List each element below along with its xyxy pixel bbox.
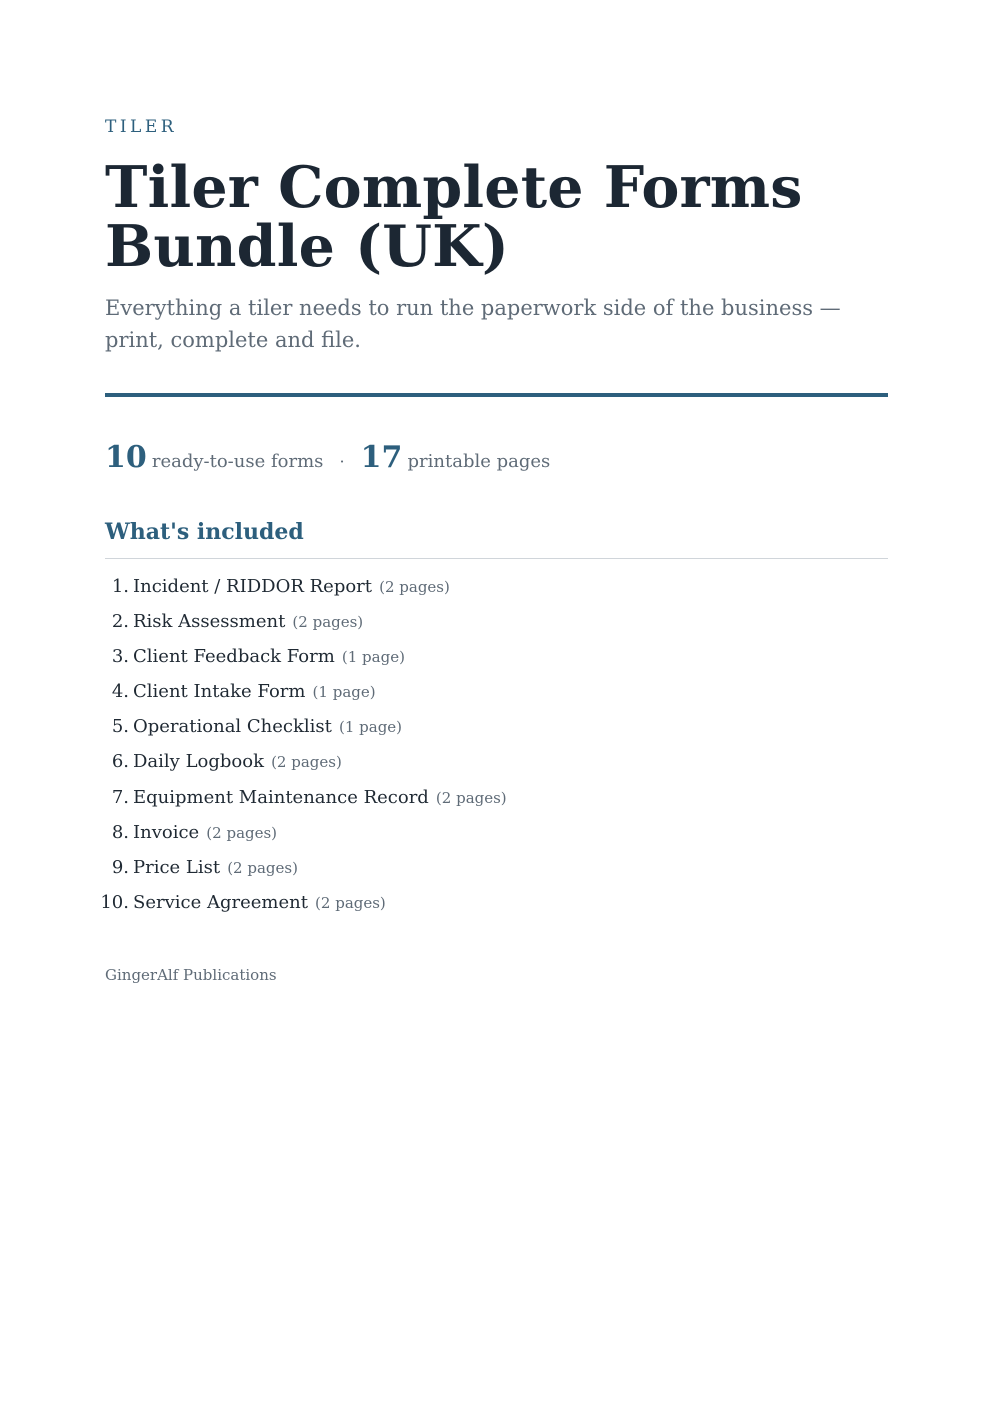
list-item xyxy=(105,815,888,850)
list-item-pages: (2 pages) xyxy=(379,578,450,596)
list-item-number: 5. xyxy=(111,716,129,738)
list-item-number: 6. xyxy=(111,751,129,773)
page-subtitle: Everything a tiler needs to run the paperwork side of the business — print, complete and file. xyxy=(105,296,841,352)
list-item-pages: (2 pages) xyxy=(206,823,278,842)
list-item-pages: (2 pages) xyxy=(292,613,364,632)
list-item-number: 10. xyxy=(100,891,129,913)
stats-separator: · xyxy=(339,452,345,471)
list-item-pages: (2 pages) xyxy=(271,753,342,772)
category-label: TILER xyxy=(105,117,178,137)
header-divider xyxy=(105,393,888,397)
page-title: Tiler Complete Forms Bundle (UK) xyxy=(105,154,803,280)
list-item xyxy=(105,604,888,639)
list-item-name: Invoice xyxy=(133,821,200,843)
section-heading: What's included xyxy=(105,519,304,545)
pages-count: 17 xyxy=(360,440,403,475)
list-item-pages: (2 pages) xyxy=(315,893,386,912)
list-item-pages: (2 pages) xyxy=(435,788,507,807)
list-item xyxy=(105,780,888,815)
list-item-name: Service Agreement xyxy=(133,891,308,913)
list-item-number: 8. xyxy=(111,821,129,843)
list-item xyxy=(105,639,888,674)
list-item xyxy=(105,569,888,604)
publisher-name: GingerAlf Publications xyxy=(105,966,277,984)
list-item-name: Equipment Maintenance Record xyxy=(133,786,429,808)
list-item-name: Risk Assessment xyxy=(133,611,286,633)
list-item-number: 9. xyxy=(111,856,129,878)
list-item xyxy=(105,709,888,744)
list-item-pages: (1 page) xyxy=(341,648,405,667)
list-item xyxy=(105,850,888,885)
list-item xyxy=(105,744,888,779)
list-item-pages: (1 page) xyxy=(312,683,376,702)
list-item-name: Price List xyxy=(133,856,221,878)
list-item-number: 4. xyxy=(111,681,129,703)
list-item-name: Operational Checklist xyxy=(133,716,332,738)
list-item-number: 2. xyxy=(111,611,129,633)
list-item xyxy=(100,885,888,920)
forms-list xyxy=(100,569,888,920)
pages-count-label: printable pages xyxy=(407,451,551,472)
list-item-name: Client Feedback Form xyxy=(133,646,335,668)
list-item-pages: (1 page) xyxy=(338,718,403,737)
list-item-pages: (2 pages) xyxy=(227,858,298,877)
list-item-name: Incident / RIDDOR Report xyxy=(133,576,373,597)
list-item-number: 1. xyxy=(111,576,129,597)
forms-count: 10 xyxy=(105,440,147,475)
list-item-number: 7. xyxy=(111,786,129,808)
stats-line xyxy=(105,438,550,482)
list-item-name: Daily Logbook xyxy=(133,751,264,773)
section-divider xyxy=(105,558,888,559)
forms-count-label: ready-to-use forms xyxy=(151,451,324,472)
list-item-name: Client Intake Form xyxy=(133,681,306,703)
list-item-number: 3. xyxy=(111,646,129,668)
list-item xyxy=(105,674,888,709)
